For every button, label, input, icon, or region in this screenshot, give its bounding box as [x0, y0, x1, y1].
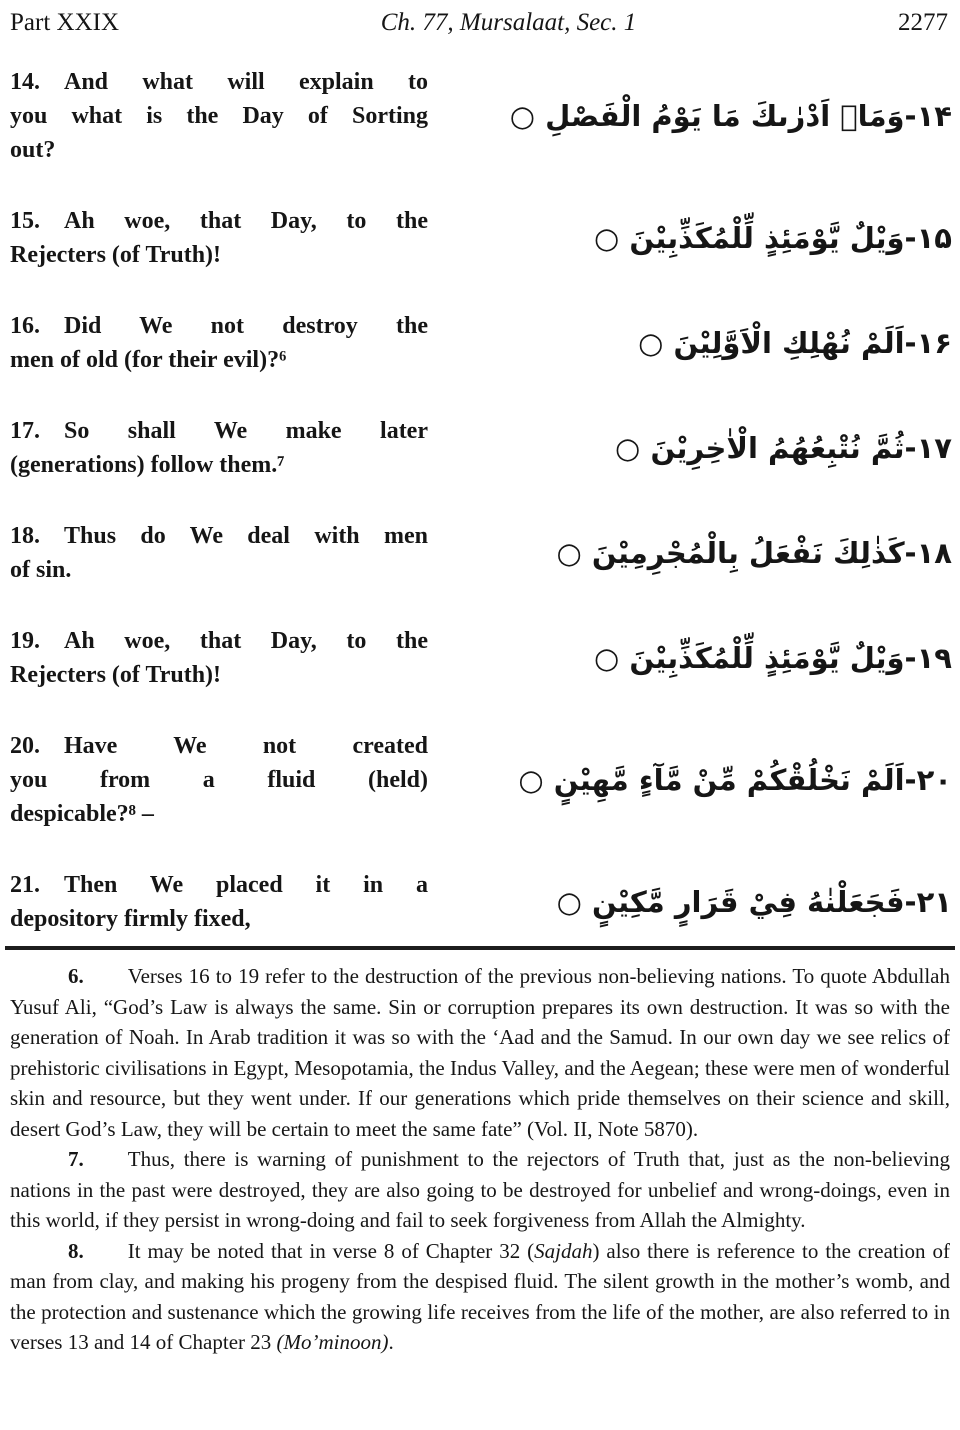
verse-line: men of old (for their evil)?⁶: [10, 347, 287, 373]
verse-line: you from a fluid (held): [10, 767, 428, 793]
verse-line: you what is the Day of Sorting: [10, 103, 428, 129]
footnote-7: [10, 1144, 950, 1236]
footnotes-section: [0, 950, 960, 1358]
verse-line: despicable?⁸ –: [10, 801, 154, 827]
verse-number: 15.: [10, 208, 40, 234]
verse-line: out?: [10, 137, 56, 163]
footnote-number: 8.: [68, 1238, 84, 1263]
verse-row-16: [10, 309, 952, 377]
part-label: Part XXIX: [10, 9, 120, 36]
verse-text: Did We not destroy the: [64, 313, 428, 339]
footnote-6: [10, 961, 950, 1144]
footnote-text: .: [388, 1330, 394, 1354]
verse-row-18: [10, 519, 952, 587]
verse-16-arabic: ۱۶-اَلَمْ نُهْلِكِ الْاَوَّلِيْنَ ○: [638, 326, 952, 360]
verse-17-english: [10, 414, 428, 482]
verse-number: 17.: [10, 418, 40, 444]
verse-line: [10, 729, 428, 763]
verse-18-english: [10, 519, 428, 587]
verse-20-arabic: ۲۰-اَلَمْ نَخْلُقْكُمْ مِّنْ مَّآءٍ مَّهِيْنٍ ○: [518, 763, 952, 797]
verse-21-english: [10, 868, 428, 936]
footnote-text-italic: (Mo’minoon): [276, 1330, 389, 1354]
verse-row-17: [10, 414, 952, 482]
verse-line: [10, 204, 428, 238]
footnote-8: [10, 1236, 950, 1358]
verses-section: [0, 65, 960, 936]
verse-number: 21.: [10, 872, 40, 898]
chapter-title: Ch. 77, Mursalaat, Sec. 1: [380, 9, 637, 36]
verse-number: 16.: [10, 313, 40, 339]
verse-19-english: [10, 624, 428, 692]
footnote-text: It may be noted that in verse 8 of Chapter 32 (: [127, 1238, 535, 1263]
verse-21-arabic: ۲۱-فَجَعَلْنٰهُ فِيْ قَرَارٍ مَّكِيْنٍ ○: [556, 885, 952, 919]
verse-16-english: [10, 309, 428, 377]
verse-line: Rejecters (of Truth)!: [10, 242, 222, 268]
verse-18-arabic: ۱۸-كَذٰلِكَ نَفْعَلُ بِالْمُجْرِمِيْنَ ○: [556, 536, 952, 570]
verse-row-19: [10, 624, 952, 692]
verse-14-english: [10, 65, 428, 167]
verse-line: of sin.: [10, 557, 72, 583]
verse-text: Ah woe, that Day, to the: [64, 208, 428, 234]
verse-number: 18.: [10, 523, 40, 549]
verse-15-arabic: ۱۵-وَيْلٌ يَّوْمَئِذٍ لِّلْمُكَذِّبِيْنَ ○: [593, 221, 952, 255]
verse-text: Ah woe, that Day, to the: [64, 628, 428, 654]
verse-line: [10, 624, 428, 658]
verse-19-arabic: ۱۹-وَيْلٌ يَّوْمَئِذٍ لِّلْمُكَذِّبِيْنَ ○: [593, 641, 952, 675]
verse-line: (generations) follow them.⁷: [10, 452, 285, 478]
verse-line: [10, 309, 428, 343]
verse-17-arabic: ۱۷-ثُمَّ نُتْبِعُهُمُ الْاٰخِرِيْنَ ○: [615, 431, 952, 465]
footnote-number: 6.: [68, 964, 84, 988]
verse-text: Thus do We deal with men: [64, 523, 428, 549]
verse-line: [10, 65, 428, 99]
verse-15-english: [10, 204, 428, 272]
verse-14-arabic: ۱۴-وَمَاۤ اَدْرٰىكَ مَا يَوْمُ الْفَصْلِ ○: [509, 99, 952, 133]
verse-number: 20.: [10, 733, 40, 759]
verse-line: depository firmly fixed,: [10, 906, 251, 932]
verse-text: Then We placed it in a: [64, 872, 428, 898]
verse-row-14: [10, 65, 952, 167]
verse-text: And what will explain to: [64, 69, 428, 95]
verse-row-15: [10, 204, 952, 272]
footnote-text: Thus, there is warning of punishment to the rejectors of Truth that, just as the non-believing nations in the past were destroyed, they are also going to be destroyed for unbelief and wrong-doings, even in this world, if they persist in wrong-doing and fail to seek forgiveness from Allah the Almighty.: [10, 1147, 950, 1232]
verse-row-21: [10, 868, 952, 936]
verse-20-english: [10, 729, 428, 831]
verse-line: [10, 414, 428, 448]
footnote-text-italic: Sajdah: [534, 1238, 593, 1263]
page-header: [0, 0, 960, 38]
verse-text: Have We not created: [64, 733, 428, 759]
verse-number: 19.: [10, 628, 40, 654]
verse-line: Rejecters (of Truth)!: [10, 662, 222, 688]
footnote-number: 7.: [68, 1147, 84, 1171]
verse-number: 14.: [10, 69, 40, 95]
verse-line: [10, 868, 428, 902]
footnote-text: ) also there is reference to the creation of man from clay, and making his progeny from the despised fluid. The silent growth in the mother’s womb, and the protection and sustenance which the growing life receives from the life of the mother, are also referred to in verses 13 and 14 of Chapter 23: [10, 1238, 950, 1354]
verse-row-20: [10, 729, 952, 831]
page-number: 2277: [898, 9, 948, 36]
verse-text: So shall We make later: [64, 418, 428, 444]
footnote-text: Verses 16 to 19 refer to the destruction of the previous non-believing nations. To quote Abdullah Yusuf Ali, “God’s Law is always the same. Sin or corruption prepares its own destruction. It was so with the generation of Noah. In Arab tradition it was so with the ‘Aad and the Samud. In our own day we see relics of prehistoric civilisations in Egypt, Mesopotamia, the Indus Valley, and the Aegean; these were men of wonderful skin and resource, but they went under. If our generations which pride themselves on their science and skill, desert God’s Law, they will be certain to meet the same fate” (Vol. II, Note 5870).: [10, 964, 950, 1141]
verse-line: [10, 519, 428, 553]
